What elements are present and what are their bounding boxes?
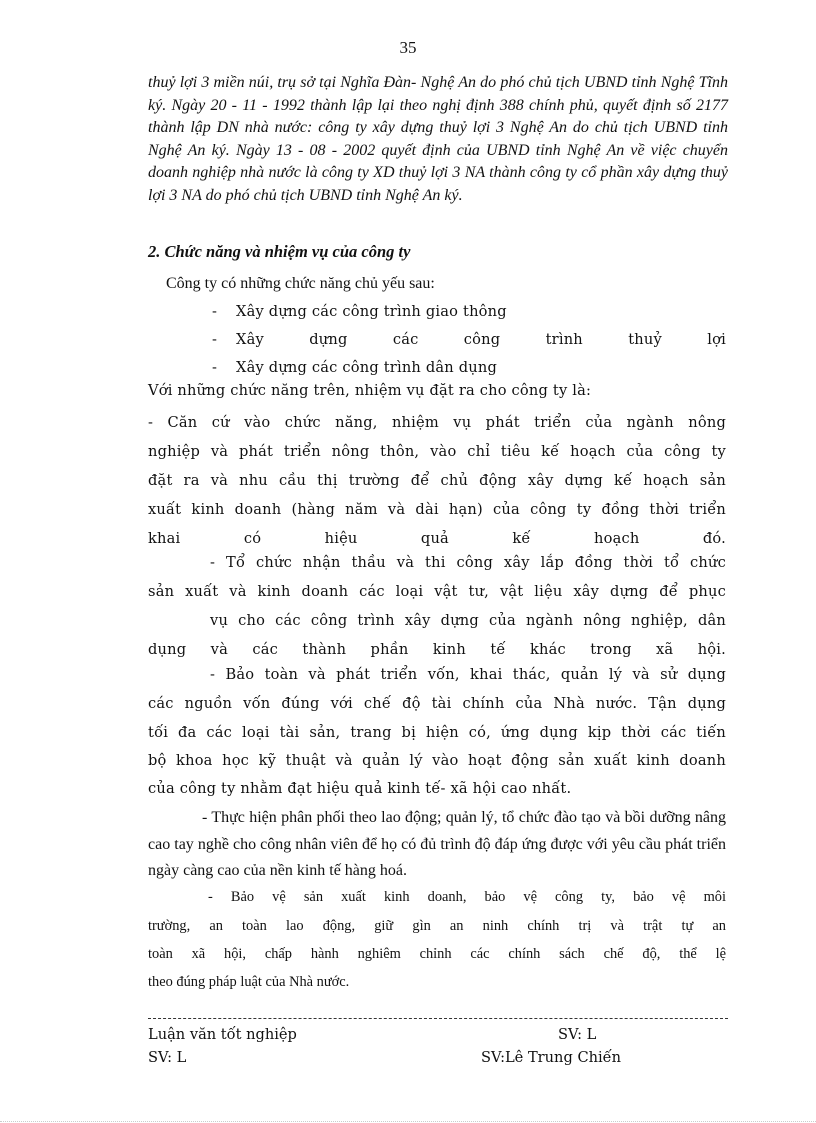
duty-paragraph: - Thực hiện phân phối theo lao động; quản lý, tổ chức đào tạo và bồi dưỡng nâng cao tay nghề cho công nhân viên để họ có đủ trình độ đáp ứng được với yêu cầu phát triển ngày càng cao của nền kinh tế hàng hoá. bbox=[148, 809, 726, 879]
function-text: Xây dựng các công trình giao thông bbox=[236, 303, 507, 320]
list-dash: - bbox=[212, 359, 218, 376]
function-word: thuỷ bbox=[628, 331, 662, 348]
function-text bbox=[236, 331, 726, 348]
duty-line: trường, an toàn lao động, giữ gìn an ninh chính trị và trật tự an bbox=[148, 918, 726, 934]
function-text: Xây dựng các công trình dân dụng bbox=[236, 359, 498, 376]
page-number: 35 bbox=[399, 38, 417, 57]
duty-line: - Căn cứ vào chức năng, nhiệm vụ phát triển của ngành nông bbox=[148, 414, 726, 431]
duty-line: nghiệp và phát triển nông thôn, vào chỉ tiêu kế hoạch của công ty bbox=[148, 443, 726, 460]
duty-line: sản xuất và kinh doanh các loại vật tư, vật liệu xây dựng để phục bbox=[148, 583, 726, 600]
footer-student-name: SV:Lê Trung Chiến bbox=[481, 1049, 622, 1066]
duty-line: vụ cho các công trình xây dựng của ngành nông nghiệp, dân bbox=[210, 612, 726, 629]
duty-line: bộ khoa học kỹ thuật và quản lý vào hoạt động sản xuất kinh doanh bbox=[148, 752, 726, 769]
section-heading: 2. Chức năng và nhiệm vụ của công ty bbox=[148, 242, 411, 261]
duty-line: các nguồn vốn đúng với chế độ tài chính của Nhà nước. Tận dụng bbox=[148, 695, 726, 712]
function-item bbox=[212, 331, 726, 348]
functions-intro: Công ty có những chức năng chủ yếu sau: bbox=[166, 275, 435, 292]
duty-line: - Bảo toàn và phát triển vốn, khai thác, quản lý và sử dụng bbox=[210, 666, 726, 683]
footer-student-short: SV: L bbox=[148, 1049, 187, 1066]
function-word: công bbox=[463, 331, 501, 348]
duties-lead: Với những chức năng trên, nhiệm vụ đặt ra cho công ty là: bbox=[148, 382, 592, 399]
footer-thesis-label: Luận văn tốt nghiệp bbox=[148, 1026, 297, 1043]
duty-line: tối đa các loại tài sản, trang bị hiện có, ứng dụng kịp thời các tiến bbox=[148, 724, 726, 741]
function-word: lợi bbox=[707, 331, 726, 348]
function-word: Xây bbox=[236, 331, 264, 348]
list-dash: - bbox=[212, 331, 218, 348]
footer-divider bbox=[148, 1018, 728, 1019]
duty-line: dụng và các thành phần kinh tế khác trong xã hội. bbox=[148, 641, 726, 658]
function-word: các bbox=[392, 331, 419, 348]
duty-line: - Tổ chức nhận thầu và thi công xây lắp đồng thời tổ chức bbox=[210, 554, 726, 571]
intro-paragraph: thuỷ lợi 3 miền núi, trụ sở tại Nghĩa Đàn- Nghệ An do phó chủ tịch UBND tỉnh Nghệ Tĩnh ký. Ngày 20 - 11 - 1992 thành lập lại theo nghị định 388 chính phủ, quyết định số 2177 thành lập DN nhà nước: công ty xây dựng thuỷ lợi 3 Nghệ An do chủ tịch UBND tỉnh Nghệ An ký. Ngày 13 - 08 - 2002 quyết định của UBND tỉnh Nghệ An về việc chuyển doanh nghiệp nhà nước là công ty XD thuỷ lợi 3 NA thành công ty cổ phần xây dựng thuỷ lợi 3 NA do phó chủ tịch UBND tỉnh Nghệ An ký. bbox=[148, 74, 728, 204]
page-bottom-border bbox=[0, 1121, 816, 1122]
duty-line: đặt ra và nhu cầu thị trường để chủ động xây dựng kế hoạch sản bbox=[148, 472, 726, 489]
duty-line: - Bảo vệ sản xuất kinh doanh, bảo vệ công ty, bảo vệ môi bbox=[208, 889, 726, 905]
footer-student-short: SV: L bbox=[558, 1026, 597, 1043]
duty-line: toàn xã hội, chấp hành nghiêm chỉnh các chính sách chế độ, thể lệ bbox=[148, 946, 726, 962]
duty-line: theo đúng pháp luật của Nhà nước. bbox=[148, 974, 350, 990]
duty-line: khai có hiệu quả kế hoạch đó. bbox=[148, 530, 726, 547]
function-word: trình bbox=[545, 331, 583, 348]
function-item bbox=[212, 303, 726, 320]
function-item bbox=[212, 359, 726, 376]
list-dash: - bbox=[212, 303, 218, 320]
duty-line: của công ty nhằm đạt hiệu quả kinh tế- xã hội cao nhất. bbox=[148, 780, 572, 797]
function-word: dựng bbox=[309, 331, 348, 348]
duty-line: xuất kinh doanh (hàng năm và dài hạn) của công ty đồng thời triển bbox=[148, 501, 726, 518]
